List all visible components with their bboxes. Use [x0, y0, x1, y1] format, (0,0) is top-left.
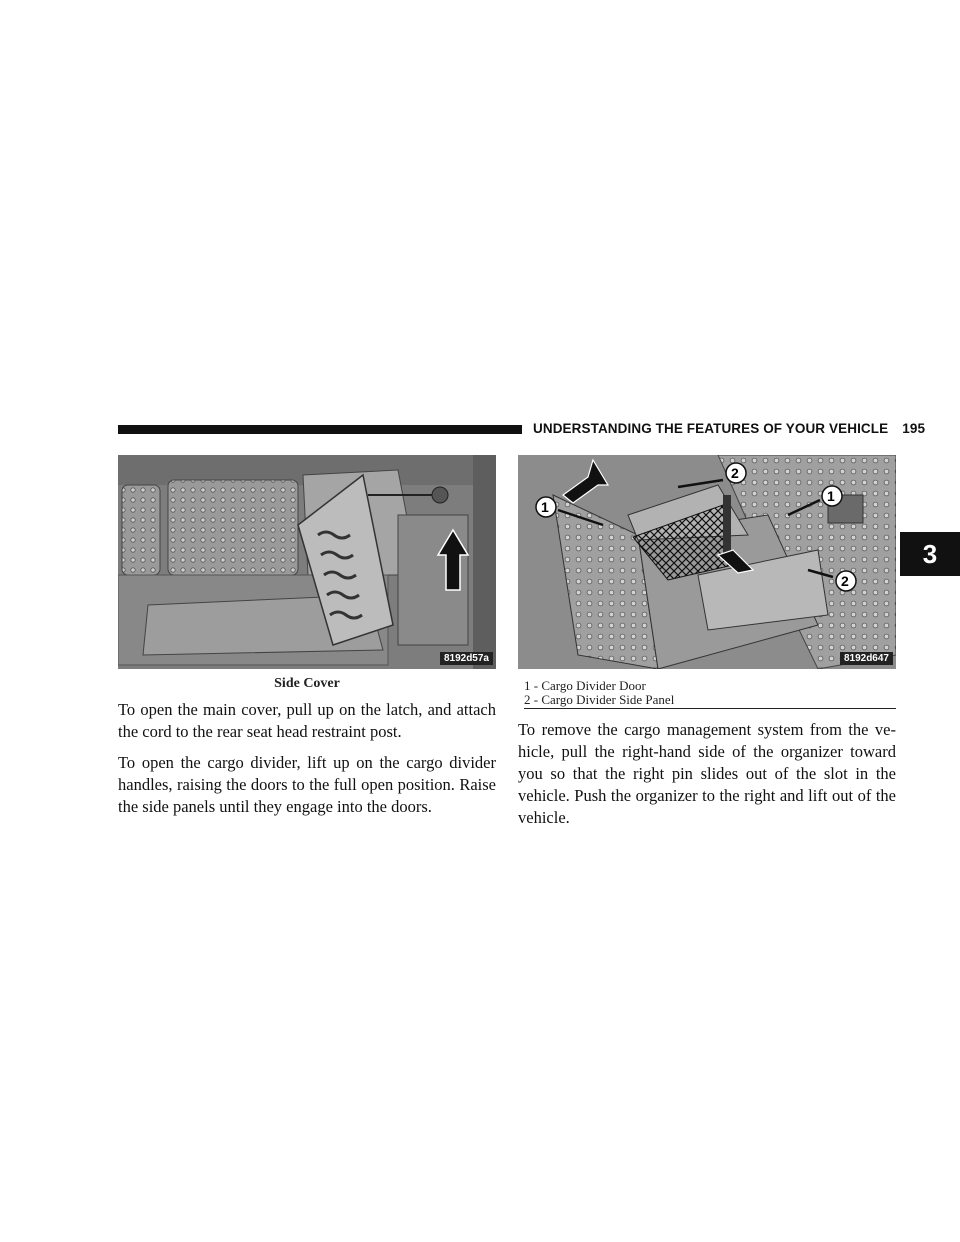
- callout-1a: 1: [541, 499, 549, 515]
- callout-1b: 1: [827, 488, 835, 504]
- paragraph: To open the main cover, pull up on the latch, and attach the cord to the rear seat head restraint post.: [118, 700, 496, 741]
- cargo-divider-photo: [518, 455, 896, 669]
- section-title: UNDERSTANDING THE FEATURES OF YOUR VEHICLE: [533, 421, 889, 436]
- figure-legend: [524, 679, 896, 709]
- paragraph: To remove the cargo management system from the ve-hicle, pull the right-hand side of the organizer toward you so that the right pin slides out of the slot in the vehicle. Push the organizer to the right and lift out of the vehicle.: [518, 720, 896, 827]
- figure-caption: Side Cover: [274, 676, 340, 691]
- header-rule: [118, 425, 522, 434]
- page-number: 195: [902, 421, 926, 436]
- legend-item: 1 - Cargo Divider Door: [524, 678, 646, 693]
- callout-2a: 2: [731, 465, 739, 481]
- right-column-text: [518, 719, 896, 838]
- side-cover-illustration: [118, 455, 496, 669]
- paragraph: To open the cargo divider, lift up on the cargo divider handles, raising the doors to the full open position. Raise the side panels until they engage into the doors.: [118, 753, 496, 816]
- callout-2b: 2: [841, 573, 849, 589]
- figure-code: 8192d57a: [440, 652, 493, 665]
- running-header: [533, 421, 926, 437]
- cargo-divider-illustration: [518, 455, 896, 669]
- side-cover-photo: [118, 455, 496, 669]
- legend-rule: [524, 708, 896, 709]
- chapter-tab: 3: [900, 532, 960, 576]
- left-column-text: [118, 699, 496, 827]
- figure-code: 8192d647: [840, 652, 893, 665]
- legend-item: 2 - Cargo Divider Side Panel: [524, 692, 675, 707]
